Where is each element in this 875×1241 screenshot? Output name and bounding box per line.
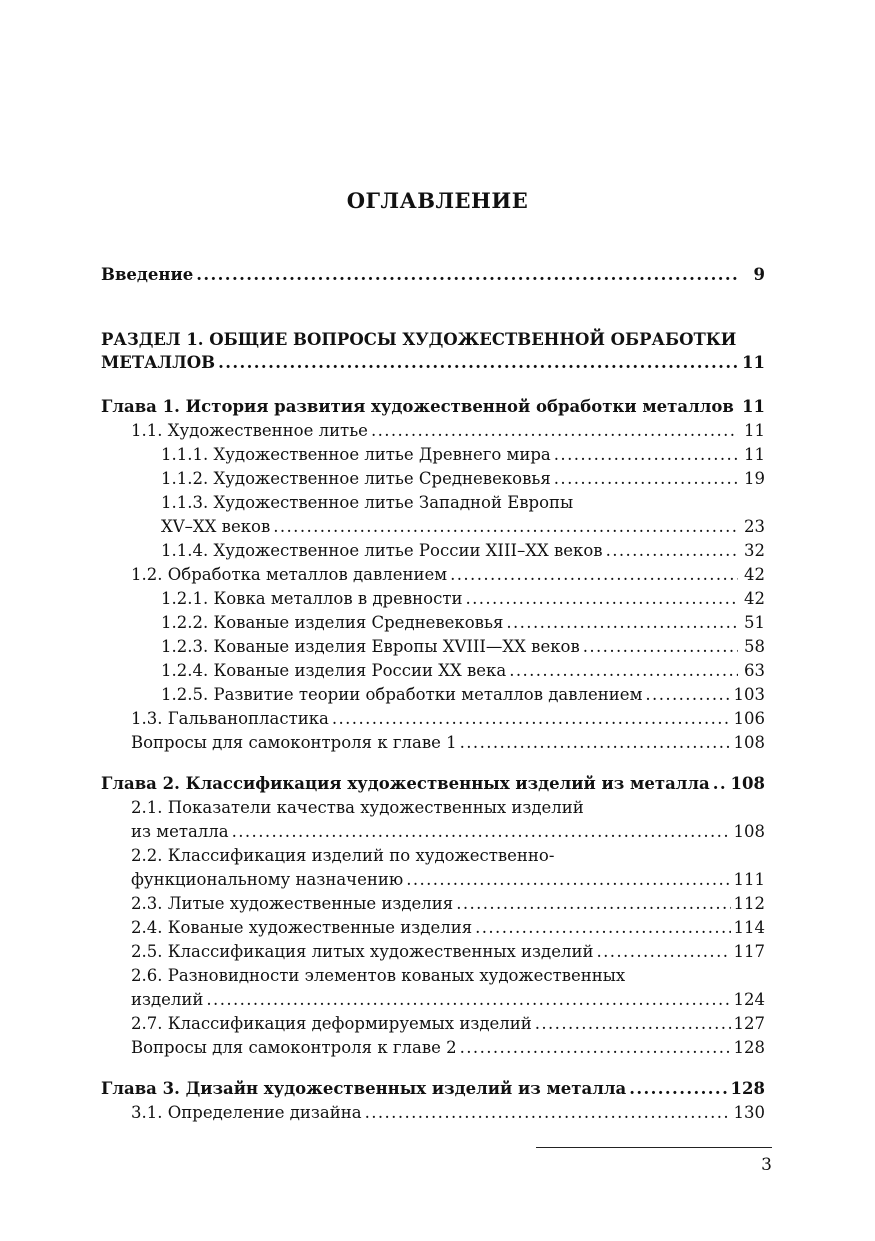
toc-page-number: 51 (744, 613, 765, 632)
toc-entry-text: 1.2.5. Развитие теории обработки металлов давлением (161, 685, 643, 704)
toc-entry-section-1-cont[interactable] (101, 352, 765, 374)
toc-entry-text: 2.5. Классификация литых художественных изделий (131, 942, 594, 961)
toc-page-number: 108 (733, 822, 765, 841)
toc-entry-2-6[interactable] (131, 965, 765, 987)
dot-leader (475, 917, 730, 939)
toc-entry-1-2[interactable] (131, 564, 765, 586)
toc-entry-2-3[interactable] (131, 893, 765, 915)
toc-entry-text: 1.3. Гальванопластика (131, 709, 329, 728)
toc-entry-1-1[interactable] (131, 420, 765, 442)
toc-entry-2-6-cont[interactable] (131, 989, 765, 1011)
dot-leader (365, 1102, 731, 1124)
toc-entry-chapter-2[interactable] (101, 773, 765, 795)
toc-entry-2-1-cont[interactable] (131, 821, 765, 843)
toc-page-number: 11 (742, 353, 765, 372)
dot-leader (206, 989, 730, 1011)
toc-page-number: 108 (730, 774, 765, 793)
dot-leader (713, 773, 728, 795)
toc-entry-text: 1.1.3. Художественное литье Западной Европы (161, 493, 574, 512)
dot-leader (196, 264, 738, 286)
toc-entry-2-2-cont[interactable] (131, 869, 765, 891)
toc-entry-2-1[interactable] (131, 797, 765, 819)
toc-entry-1-1-1[interactable] (161, 444, 765, 466)
toc-entry-text: Вопросы для самоконтроля к главе 1 (131, 733, 457, 752)
toc-entry-1-2-2[interactable] (161, 612, 765, 634)
toc-entry-text: 3.1. Определение дизайна (131, 1103, 362, 1122)
toc-entry-text: 1.2.1. Ковка металлов в древности (161, 589, 463, 608)
toc-entry-text: функциональному назначению (131, 870, 404, 889)
toc-entry-chapter-1[interactable] (101, 396, 765, 418)
toc-page-number: 103 (733, 685, 765, 704)
toc-entry-text: 1.2.4. Кованые изделия России XX века (161, 661, 507, 680)
toc-entry-1-2-1[interactable] (161, 588, 765, 610)
dot-leader (606, 540, 738, 562)
toc-entry-2-5[interactable] (131, 941, 765, 963)
toc-page-number: 11 (744, 421, 765, 440)
toc-entry-1-1-3-cont[interactable] (161, 516, 765, 538)
toc-page-number: 112 (733, 894, 765, 913)
page-number: 3 (761, 1155, 772, 1175)
toc-entry-1-2-5[interactable] (161, 684, 765, 706)
dot-leader (450, 564, 738, 586)
toc-entry-section-1[interactable] (101, 329, 765, 351)
toc-entry-text: Вопросы для самоконтроля к главе 2 (131, 1038, 457, 1057)
toc-entry-questions-1[interactable] (131, 732, 765, 754)
toc-entry-text: РАЗДЕЛ 1. ОБЩИЕ ВОПРОСЫ ХУДОЖЕСТВЕННОЙ ОБРАБОТКИ (101, 330, 737, 349)
dot-leader (645, 684, 730, 706)
dot-leader (332, 708, 731, 730)
toc-entry-2-4[interactable] (131, 917, 765, 939)
toc-entry-3-1[interactable] (131, 1102, 765, 1124)
toc-page-number: 11 (744, 445, 765, 464)
toc-entry-1-1-2[interactable] (161, 468, 765, 490)
toc-page-number: 23 (744, 517, 765, 536)
dot-leader (371, 420, 738, 442)
toc-entry-2-2[interactable] (131, 845, 765, 867)
toc-page-number: 19 (744, 469, 765, 488)
toc-page-number: 63 (744, 661, 765, 680)
toc-entry-1-3[interactable] (131, 708, 765, 730)
dot-leader (554, 444, 738, 466)
dot-leader (629, 1078, 727, 1100)
toc-entry-text: 2.6. Разновидности элементов кованых художественных (131, 966, 626, 985)
toc-page-number: 106 (733, 709, 765, 728)
dot-leader (554, 468, 738, 490)
toc-entry-text: 1.1.4. Художественное литье России XIII–XX веков (161, 541, 603, 560)
toc-page-number: 114 (733, 918, 765, 937)
toc-entry-text: МЕТАЛЛОВ (101, 353, 216, 372)
toc-entry-2-7[interactable] (131, 1013, 765, 1035)
toc-entry-1-2-3[interactable] (161, 636, 765, 658)
dot-leader (596, 941, 730, 963)
toc-entry-text: 1.2.3. Кованые изделия Европы XVIII—XX веков (161, 637, 580, 656)
toc-entry-introduction[interactable] (101, 264, 765, 286)
toc-page-number: 130 (733, 1103, 765, 1122)
dot-leader (535, 1013, 731, 1035)
toc-entry-text: 1.1.2. Художественное литье Средневековья (161, 469, 551, 488)
footer-rule (536, 1147, 772, 1148)
toc-entry-text: Введение (101, 265, 194, 284)
toc-entry-text: 2.3. Литые художественные изделия (131, 894, 454, 913)
toc-page-number: 42 (744, 589, 765, 608)
toc-entry-text: 1.2.2. Кованые изделия Средневековья (161, 613, 504, 632)
toc-entry-1-1-3[interactable] (161, 492, 765, 514)
toc-entry-1-1-4[interactable] (161, 540, 765, 562)
toc-entry-text: 2.4. Кованые художественные изделия (131, 918, 473, 937)
toc-entry-text: 2.1. Показатели качества художественных изделий (131, 798, 584, 817)
dot-leader (737, 396, 738, 418)
toc-page-number: 11 (742, 397, 765, 416)
dot-leader (406, 869, 730, 891)
toc-page-number: 128 (733, 1038, 765, 1057)
dot-leader (456, 893, 730, 915)
toc-page-number: 127 (733, 1014, 765, 1033)
toc-page-number: 58 (744, 637, 765, 656)
toc-entry-text: Глава 3. Дизайн художественных изделий из металла (101, 1079, 627, 1098)
toc-entry-text: Глава 1. История развития художественной обработки металлов (101, 397, 734, 416)
dot-leader (460, 1037, 731, 1059)
toc-entry-text: 2.2. Классификация изделий по художественно- (131, 846, 555, 865)
toc-page-number: 124 (733, 990, 765, 1009)
toc-page-number: 117 (733, 942, 765, 961)
dot-leader (218, 352, 738, 374)
toc-entry-text: 2.7. Классификация деформируемых изделий (131, 1014, 532, 1033)
dot-leader (583, 636, 738, 658)
dot-leader (460, 732, 731, 754)
toc-entry-text: 1.2. Обработка металлов давлением (131, 565, 448, 584)
page-title: ОГЛАВЛЕНИЕ (346, 188, 529, 213)
toc-entry-questions-2[interactable] (131, 1037, 765, 1059)
toc-entry-text: из металла (131, 822, 229, 841)
toc-page-number: 42 (744, 565, 765, 584)
toc-page-number: 111 (733, 870, 765, 889)
toc-page-number: 128 (730, 1079, 765, 1098)
toc-page-number: 9 (753, 265, 765, 284)
toc-entry-1-2-4[interactable] (161, 660, 765, 682)
toc-entry-text: изделий (131, 990, 204, 1009)
toc-entry-text: 1.1.1. Художественное литье Древнего мира (161, 445, 551, 464)
toc-entry-chapter-3[interactable] (101, 1078, 765, 1100)
toc-page-number: 32 (744, 541, 765, 560)
toc-entry-text: XV–XX веков (161, 517, 271, 536)
dot-leader (506, 612, 738, 634)
dot-leader (465, 588, 738, 610)
toc-entry-text: Глава 2. Классификация художественных изделий из металла (101, 774, 710, 793)
dot-leader (509, 660, 738, 682)
dot-leader (273, 516, 738, 538)
toc-page-number: 108 (733, 733, 765, 752)
dot-leader (232, 821, 731, 843)
toc-entry-text: 1.1. Художественное литье (131, 421, 368, 440)
